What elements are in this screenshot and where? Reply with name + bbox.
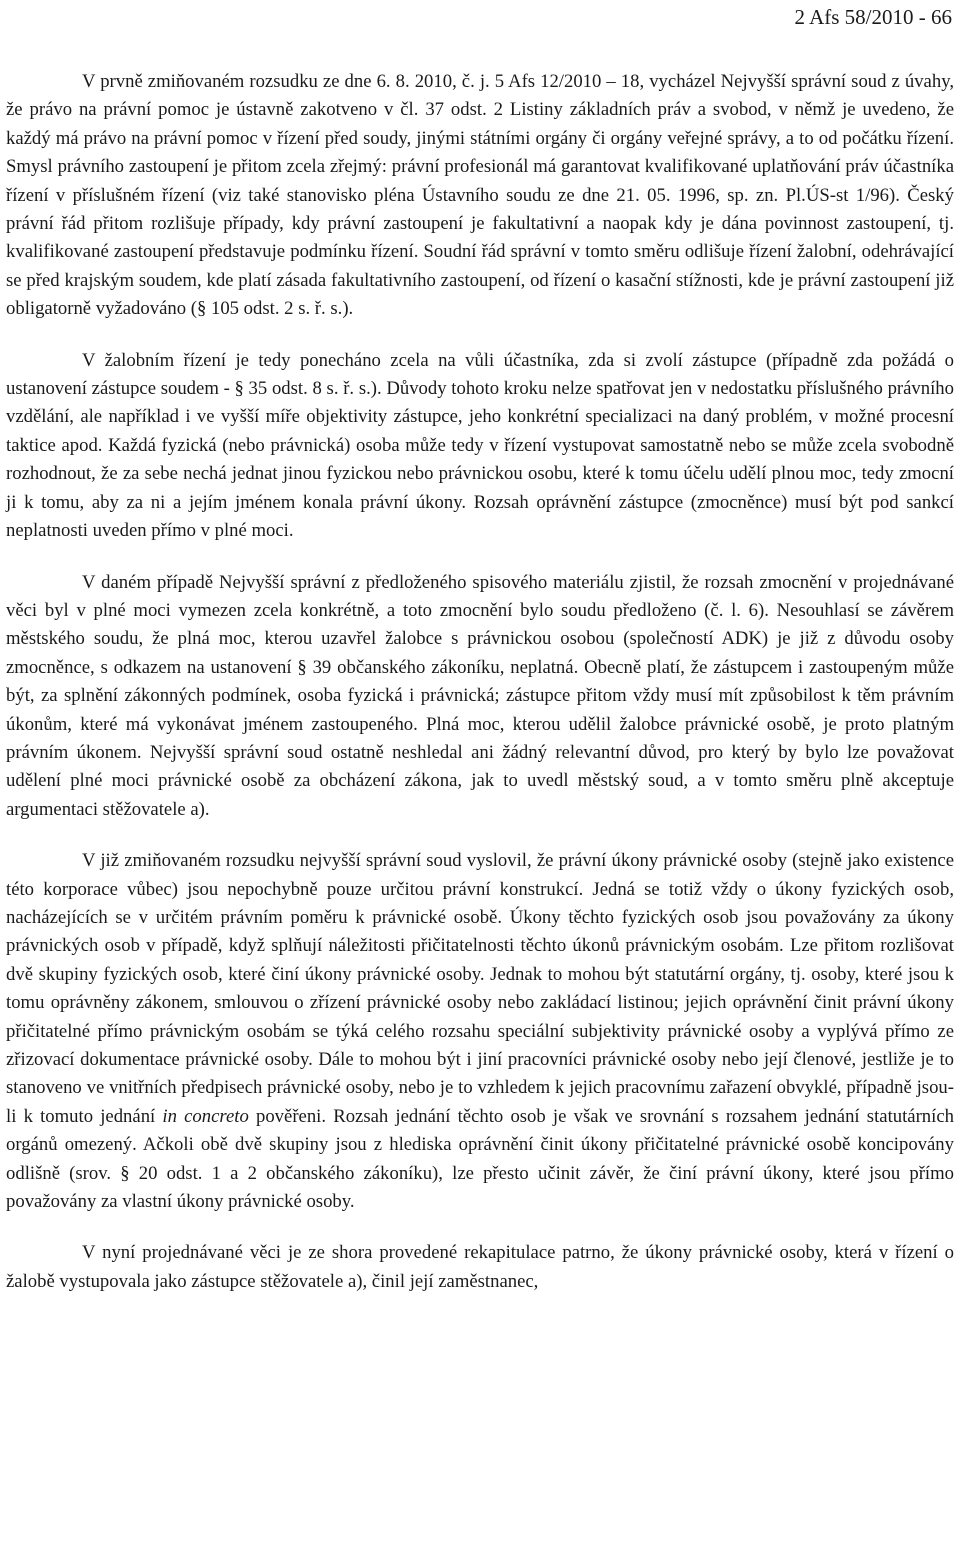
paragraph-3-text: V daném případě Nejvyšší správní z předloženého spisového materiálu zjistil, že rozsah zmocnění v projednávané věci byl v plné moci vymezen zcela konkrétně, a toto zmocnění bylo soudu předloženo (č. l. 6). Nesouhlasí se závěrem městského soudu, že plná moc, kterou uzavřel žalobce s právnickou osobou (společností ADK) je již z důvodu osoby zmocněnce, s odkazem na ustanovení § 39 občanského zákoníku, neplatná. Obecně platí, že zástupcem i zastoupeným může být, za splnění zákonných podmínek, osoba fyzická i právnická; zástupce přitom vždy musí mít způsobilost k těm právním úkonům, které má vykonávat jménem zastoupeného. Plná moc, kterou udělil žalobce právnické osobě, je proto platným právním úkonem. Nejvyšší správní soud ostatně neshledal ani žádný relevantní důvod, pro který by bylo lze považovat udělení plné moci právnické osobě za obcházení zákona, jak to uvedl městský soud, a v tomto směru plně akceptuje argumentaci stěžovatele a). — [6, 571, 954, 820]
paragraph-4-latin-term: in concreto — [162, 1105, 249, 1127]
paragraph-1 — [6, 68, 954, 324]
paragraph-4 — [6, 847, 954, 1216]
paragraph-3 — [6, 569, 954, 825]
paragraph-1-text: V prvně zmiňovaném rozsudku ze dne 6. 8. 2010, č. j. 5 Afs 12/2010 – 18, vycházel Nejvyšší správní soud z úvahy, že právo na právní pomoc je ústavně zakotveno v čl. 37 odst. 2 Listiny základních práv a svobod, v němž je uvedeno, že každý má právo na právní pomoc v řízení před soudy, jinými státními orgány či orgány veřejné správy, a to od počátku řízení. Smysl právního zastoupení je přitom zcela zřejmý: právní profesionál má garantovat kvalifikované uplatňování práv účastníka řízení v příslušném řízení (viz také stanovisko pléna Ústavního soudu ze dne 21. 05. 1996, sp. zn. Pl.ÚS-st 1/96). Český právní řád přitom rozlišuje případy, kdy právní zastoupení je fakultativní a naopak kdy je dána povinnost zastoupení, tj. kvalifikované zastoupení představuje podmínku řízení. Soudní řád správní v tomto směru odlišuje řízení žalobní, odehrávající se před krajským soudem, kde platí zásada fakultativního zastoupení, od řízení o kasační stížnosti, kde je právní zastoupení již obligatorně vyžadováno (§ 105 odst. 2 s. ř. s.). — [6, 71, 954, 320]
paragraph-2 — [6, 347, 954, 546]
paragraph-4-text-b: pověřeni. Rozsah jednání těchto osob je však ve srovnání s rozsahem jednání statutárních orgánů omezený. Ačkoli obě dvě skupiny jsou z hlediska oprávnění činit úkony přičitatelné právnické osobě koncipovány odlišně (srov. § 20 odst. 1 a 2 občanského zákoníku), lze přesto učinit závěr, že činí právní úkony, které jsou přímo považovány za vlastní úkony právnické osoby. — [6, 1105, 954, 1213]
paragraph-2-text: V žalobním řízení je tedy ponecháno zcela na vůli účastníka, zda si zvolí zástupce (případně zda požádá o ustanovení zástupce soudem - § 35 odst. 8 s. ř. s.). Důvody tohoto kroku nelze spatřovat jen v nedostatku příslušného právního vzdělání, ale například i ve vyšší míře objektivity zástupce, jeho konkrétní specializaci na daný problém, v možné procesní taktice apod. Každá fyzická (nebo právnická) osoba může tedy v řízení vystupovat samostatně nebo se může zcela svobodně rozhodnout, že za sebe nechá jednat jinou fyzickou nebo právnickou osobu, které k tomu účelu udělí plnou moc, tedy zmocní ji k tomu, aby za ni a jejím jménem konala právní úkony. Rozsah oprávnění zástupce (zmocněnce) musí být pod sankcí neplatnosti uveden přímo v plné moci. — [6, 349, 954, 542]
paragraph-5 — [6, 1239, 954, 1296]
paragraph-4-text-a: V již zmiňovaném rozsudku nejvyšší správní soud vyslovil, že právní úkony právnické osoby (stejně jako existence této korporace vůbec) jsou nepochybně pouze určitou právní konstrukcí. Jedná se totiž vždy o úkony fyzických osob, nacházejících se v určitém právním poměru k právnické osobě. Úkony těchto fyzických osob jsou považovány za úkony právnických osob v případě, když splňují náležitosti přičitatelnosti těchto úkonů právnickým osobám. Lze přitom rozlišovat dvě skupiny fyzických osob, které činí úkony právnické osoby. Jednak to mohou být statutární orgány, tj. osoby, které jsou k tomu oprávněny zákonem, smlouvou o zřízení právnické osoby nebo zakládací listinou; jejich oprávnění činit právní úkony přičitatelné přímo právnickým osobám se týká celého rozsahu speciální subjektivity právnické osoby a vyplývá přímo ze zřizovací dokumentace právnické osoby. Dále to mohou být i jiní pracovníci právnické osoby nebo její členové, jestliže je to stanoveno ve vnitřních předpisech právnické osoby, nebo je to vzhledem k jejich pracovnímu zařazení obvyklé, případně jsou-li k tomuto jednání — [6, 850, 954, 1127]
document-body — [6, 68, 954, 1319]
paragraph-5-text: V nyní projednávané věci je ze shora provedené rekapitulace patrno, že úkony právnické osoby, která v řízení o žalobě vystupovala jako zástupce stěžovatele a), činil její zaměstnanec, — [6, 1242, 954, 1292]
case-number-header: 2 Afs 58/2010 - 66 — [794, 5, 952, 29]
